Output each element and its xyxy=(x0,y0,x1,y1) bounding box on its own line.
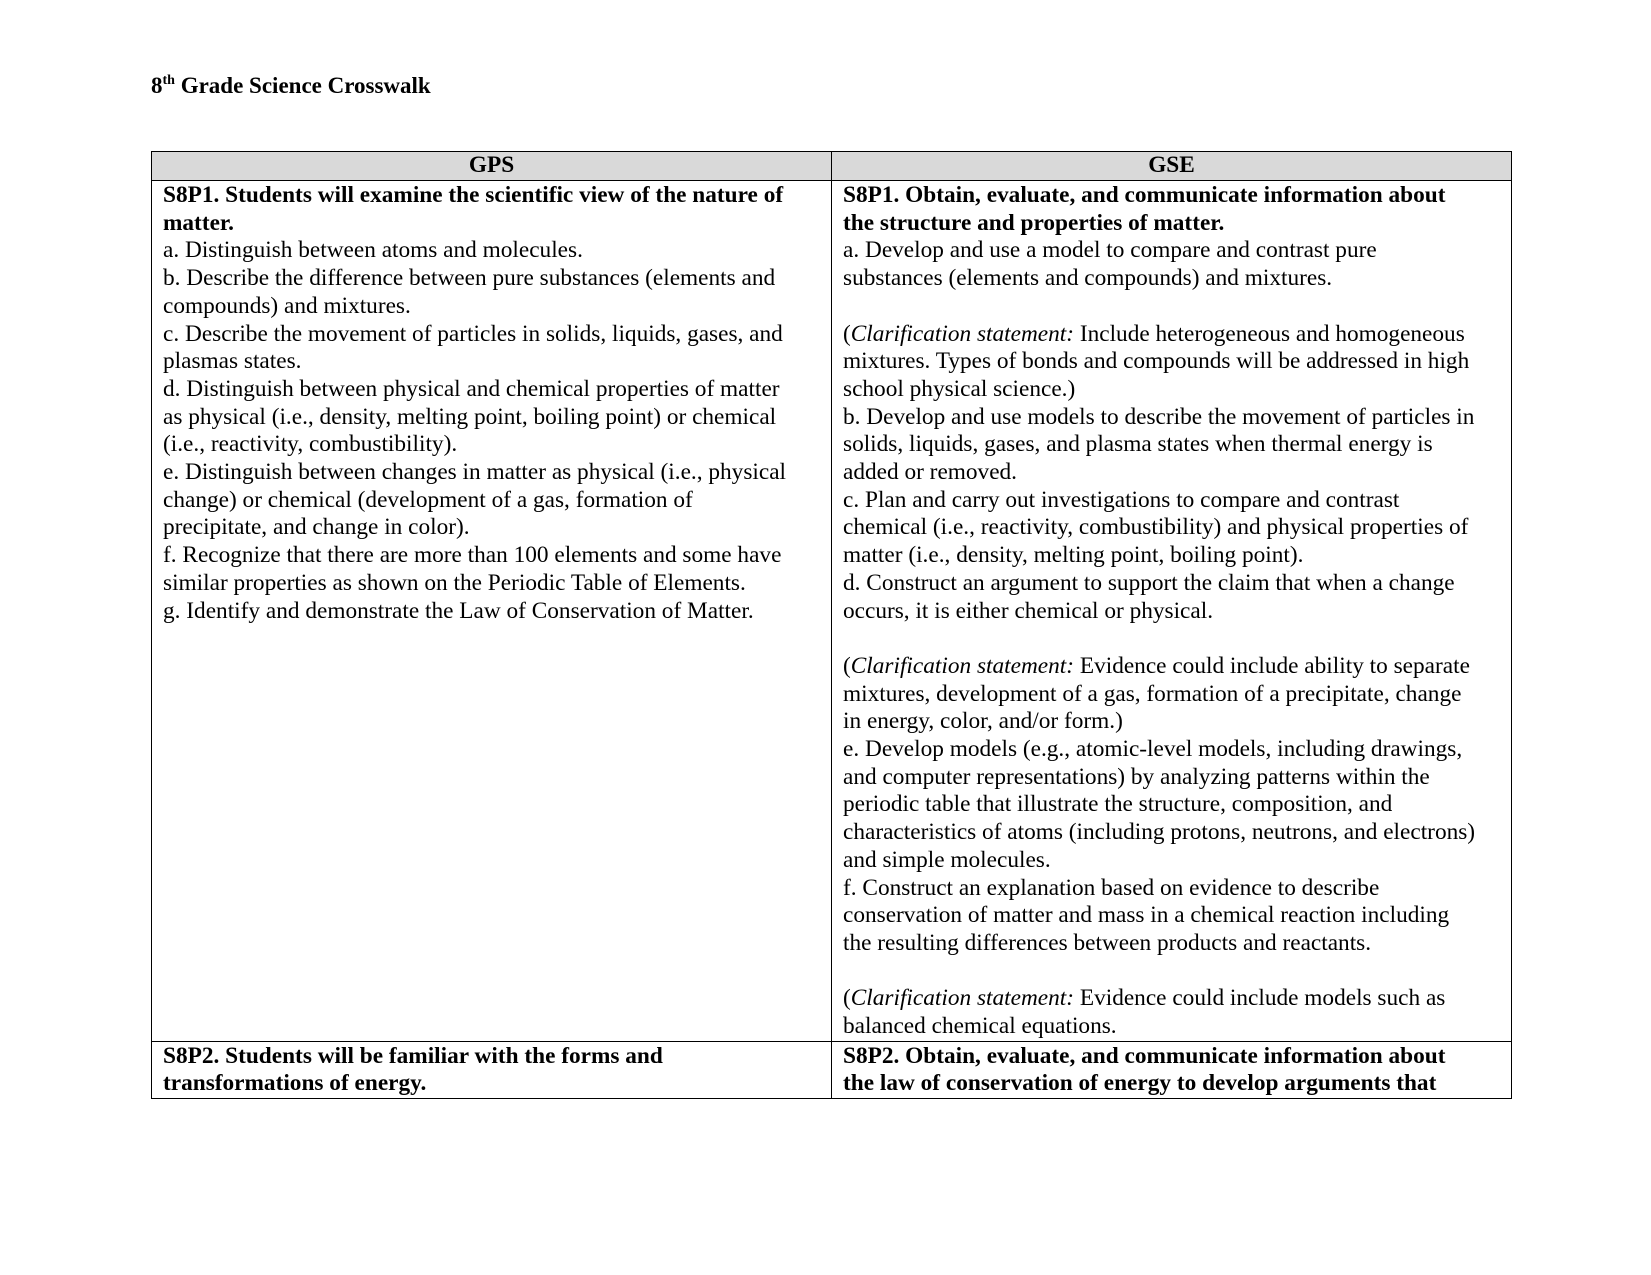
text-line: compounds) and mixtures. xyxy=(163,292,411,319)
table-row-s8p1 xyxy=(152,181,1512,1042)
gse-s8p1-element-a xyxy=(843,237,1500,292)
text-line: d. Distinguish between physical and chemical properties of matter xyxy=(163,375,780,402)
text-line: matter (i.e., density, melting point, boiling point). xyxy=(843,542,1304,569)
gse-s8p2-heading xyxy=(843,1043,1500,1098)
gse-cell-s8p2 xyxy=(832,1041,1512,1098)
text-line: S8P2. Obtain, evaluate, and communicate information about xyxy=(843,1042,1446,1069)
text-line: the structure and properties of matter. xyxy=(843,209,1225,236)
gps-s8p1-elements xyxy=(163,237,820,625)
text-line: c. Plan and carry out investigations to compare and contrast xyxy=(843,486,1400,513)
text-line: solids, liquids, gases, and plasma states when thermal energy is xyxy=(843,431,1433,458)
text-line: transformations of energy. xyxy=(163,1070,427,1097)
text-line: similar properties as shown on the Periodic Table of Elements. xyxy=(163,569,746,596)
header-gse: GSE xyxy=(832,152,1512,181)
text-line: school physical science.) xyxy=(843,375,1076,402)
text-line: substances (elements and compounds) and mixtures. xyxy=(843,265,1333,292)
text-line: b. Describe the difference between pure substances (elements and xyxy=(163,265,776,292)
gps-s8p1-heading xyxy=(163,182,820,237)
text-line: periodic table that illustrate the structure, composition, and xyxy=(843,791,1393,818)
gps-cell-s8p2 xyxy=(152,1041,832,1098)
title-text: Grade Science Crosswalk xyxy=(180,73,431,98)
text-line: in energy, color, and/or form.) xyxy=(843,708,1123,735)
text-line: change) or chemical (development of a gas, formation of xyxy=(163,486,693,513)
crosswalk-table xyxy=(151,151,1512,1099)
paragraph-spacer xyxy=(843,293,1500,321)
text-line: as physical (i.e., density, melting point, boiling point) or chemical xyxy=(163,403,777,430)
open-paren: ( xyxy=(843,652,851,679)
clarification-label: Clarification statement: xyxy=(850,320,1075,347)
clarification-text: Evidence could include models such as xyxy=(1074,985,1446,1012)
text-line: a. Distinguish between atoms and molecules. xyxy=(163,237,583,264)
text-line: plasmas states. xyxy=(163,348,302,375)
paragraph-spacer xyxy=(843,958,1500,986)
text-line: a. Develop and use a model to compare and contrast pure xyxy=(843,237,1377,264)
text-line: S8P1. Obtain, evaluate, and communicate information about xyxy=(843,182,1446,208)
text-line: b. Develop and use models to describe the movement of particles in xyxy=(843,403,1475,430)
gse-s8p1-elements-ef xyxy=(843,736,1500,958)
text-line xyxy=(843,321,1500,349)
text-line: (i.e., reactivity, combustibility). xyxy=(163,431,458,458)
text-line: the law of conservation of energy to develop arguments that xyxy=(843,1070,1437,1097)
text-line: balanced chemical equations. xyxy=(843,1013,1117,1040)
open-paren: ( xyxy=(843,320,851,347)
text-line: added or removed. xyxy=(843,459,1018,486)
text-line: g. Identify and demonstrate the Law of Conservation of Matter. xyxy=(163,597,754,624)
text-line: S8P2. Students will be familiar with the forms and xyxy=(163,1042,663,1069)
title-grade-suffix: th xyxy=(162,73,175,88)
text-line: characteristics of atoms (including protons, neutrons, and electrons) xyxy=(843,819,1476,846)
text-line: occurs, it is either chemical or physical. xyxy=(843,597,1214,624)
text-line: chemical (i.e., reactivity, combustibility) and physical properties of xyxy=(843,514,1469,541)
gse-s8p1-elements-bcd xyxy=(843,404,1500,626)
text-line: conservation of matter and mass in a chemical reaction including xyxy=(843,902,1450,929)
clarification-statement xyxy=(843,653,1500,736)
text-line: mixtures. Types of bonds and compounds will be addressed in high xyxy=(843,348,1470,375)
text-line: f. Construct an explanation based on evidence to describe xyxy=(843,874,1380,901)
text-line: d. Construct an argument to support the claim that when a change xyxy=(843,569,1455,596)
text-line: S8P1. Students will examine the scientific view of the nature of xyxy=(163,182,784,208)
text-line: matter. xyxy=(163,209,234,236)
gps-s8p2-heading xyxy=(163,1043,820,1098)
paragraph-spacer xyxy=(843,625,1500,653)
gse-cell-s8p1 xyxy=(832,181,1512,1042)
open-paren: ( xyxy=(843,985,851,1012)
page-title xyxy=(151,74,431,97)
clarification-label: Clarification statement: xyxy=(850,985,1075,1012)
title-grade-number: 8 xyxy=(151,73,163,98)
text-line: f. Recognize that there are more than 100 elements and some have xyxy=(163,542,782,569)
table-row-s8p2 xyxy=(152,1041,1512,1098)
gps-cell-s8p1 xyxy=(152,181,832,1042)
text-line: e. Distinguish between changes in matter as physical (i.e., physical xyxy=(163,459,787,486)
text-line: and computer representations) by analyzing patterns within the xyxy=(843,763,1430,790)
text-line: the resulting differences between products and reactants. xyxy=(843,929,1372,956)
table-header-row xyxy=(152,152,1512,181)
text-line: e. Develop models (e.g., atomic-level models, including drawings, xyxy=(843,736,1463,763)
gse-s8p1-heading xyxy=(843,182,1500,237)
clarification-label: Clarification statement: xyxy=(850,652,1075,679)
clarification-statement xyxy=(843,321,1500,404)
text-line: and simple molecules. xyxy=(843,846,1051,873)
clarification-text: Evidence could include ability to separate xyxy=(1074,652,1470,679)
text-line xyxy=(843,985,1500,1013)
clarification-statement xyxy=(843,985,1500,1040)
header-gps: GPS xyxy=(152,152,832,181)
text-line xyxy=(843,653,1500,681)
text-line: mixtures, development of a gas, formation of a precipitate, change xyxy=(843,680,1462,707)
clarification-text: Include heterogeneous and homogeneous xyxy=(1074,320,1465,347)
text-line: precipitate, and change in color). xyxy=(163,514,470,541)
text-line: c. Describe the movement of particles in solids, liquids, gases, and xyxy=(163,320,783,347)
